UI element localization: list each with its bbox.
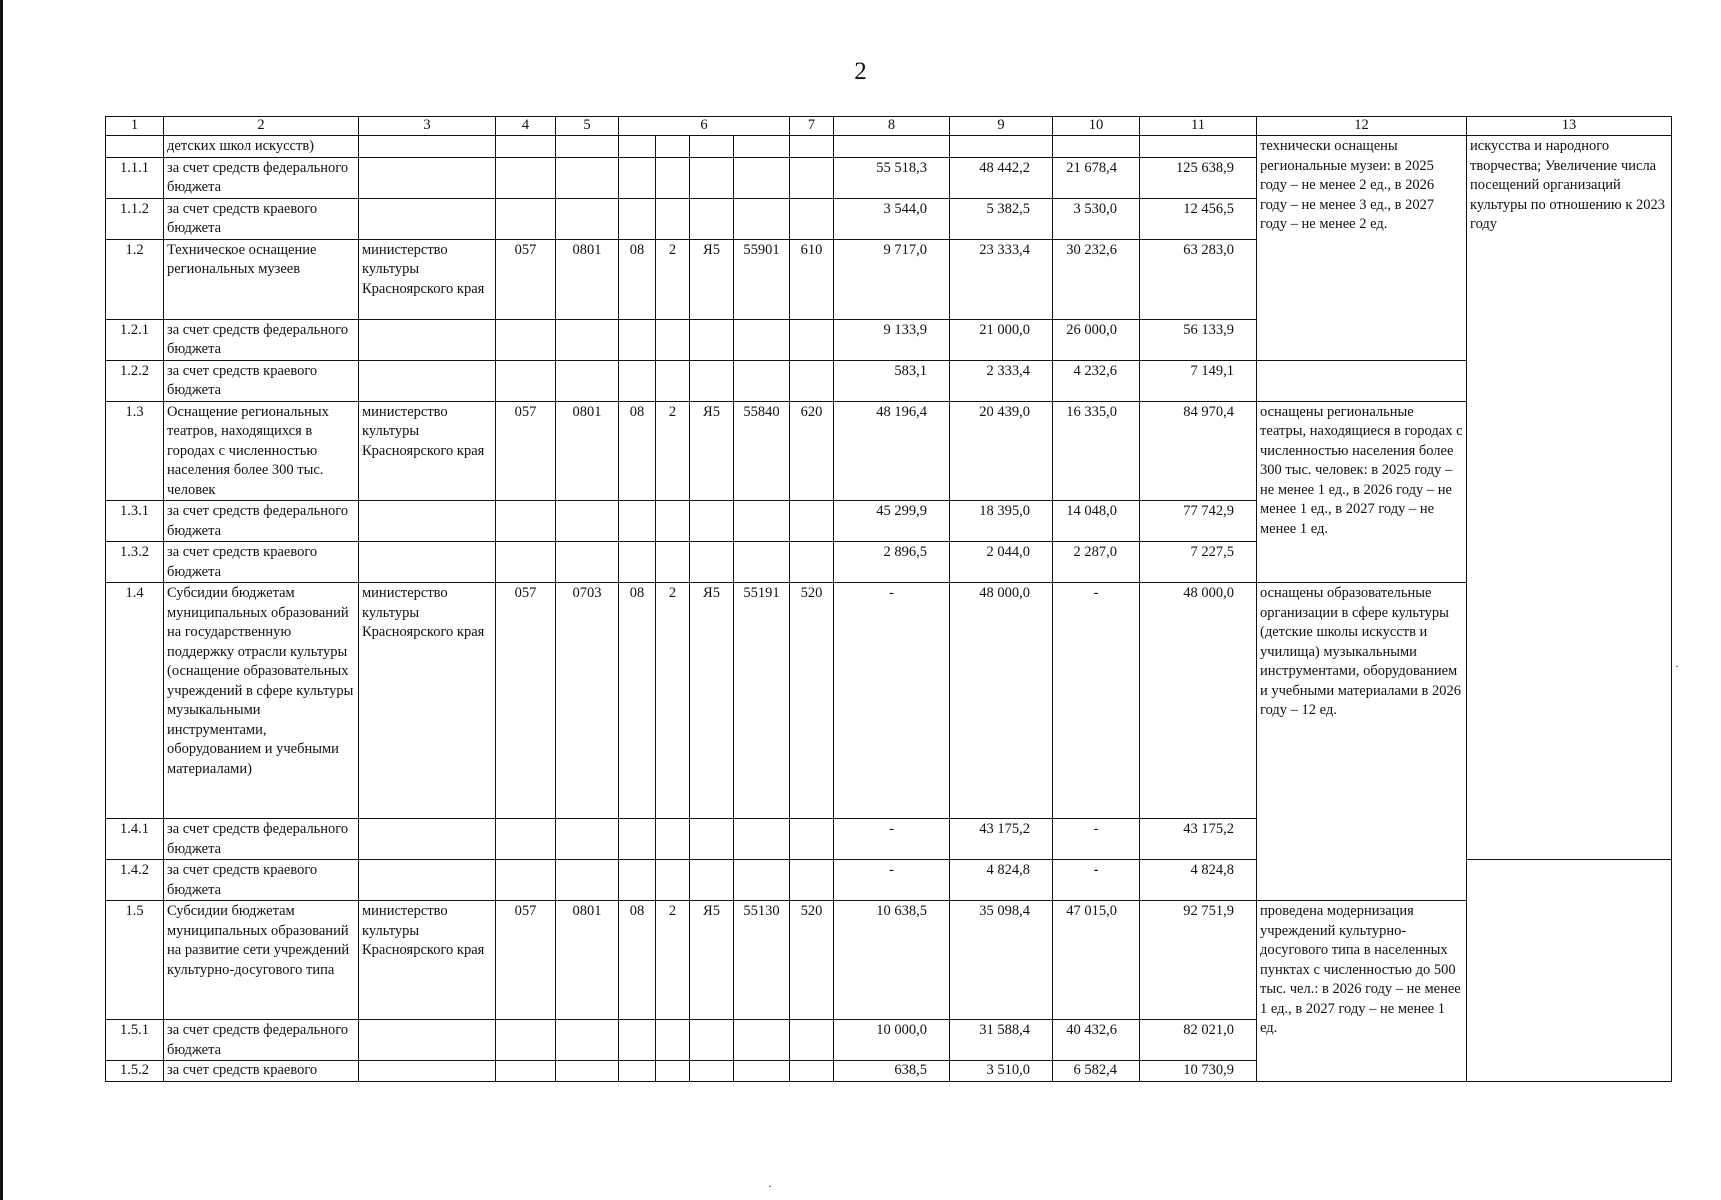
value-cell: 2 044,0	[950, 542, 1053, 583]
value-cell: 63 283,0	[1140, 239, 1257, 319]
row-number: 1.1.1	[106, 157, 164, 198]
code-cell: 2	[656, 239, 690, 319]
value-cell: 40 432,6	[1053, 1020, 1140, 1061]
value-cell: 5 382,5	[950, 198, 1053, 239]
row-name: за счет средств федерального бюджета	[164, 501, 359, 542]
row-name: за счет средств краевого бюджета	[164, 360, 359, 401]
code-cell: 2	[656, 401, 690, 501]
code-cell: 55840	[734, 401, 790, 501]
value-cell: 9 133,9	[834, 319, 950, 360]
page-number: 2	[854, 58, 867, 85]
value-cell: 3 510,0	[950, 1061, 1053, 1082]
value-cell: 31 588,4	[950, 1020, 1053, 1061]
code-cell: Я5	[690, 239, 734, 319]
value-cell: 18 395,0	[950, 501, 1053, 542]
value-cell: 14 048,0	[1053, 501, 1140, 542]
value-cell: 2 896,5	[834, 542, 950, 583]
code-cell: Я5	[690, 583, 734, 819]
header-cell: 13	[1467, 117, 1672, 136]
row-number	[106, 136, 164, 158]
header-cell: 3	[359, 117, 496, 136]
row-name: Оснащение региональных театров, находящихся в городах с численностью населения более 300 тыс. человек	[164, 401, 359, 501]
value-cell: 2 333,4	[950, 360, 1053, 401]
value-cell: -	[834, 860, 950, 901]
value-cell: -	[834, 583, 950, 819]
code-cell: 057	[496, 239, 556, 319]
value-cell: 43 175,2	[1140, 819, 1257, 860]
header-cell: 5	[556, 117, 619, 136]
row-organization: министерство культуры Красноярского края	[359, 239, 496, 319]
code-cell: 0801	[556, 901, 619, 1020]
code-cell: 610	[790, 239, 834, 319]
value-cell: 4 824,8	[1140, 860, 1257, 901]
value-cell: 583,1	[834, 360, 950, 401]
row-name: за счет средств краевого	[164, 1061, 359, 1082]
value-cell: 35 098,4	[950, 901, 1053, 1020]
row-number: 1.1.2	[106, 198, 164, 239]
row-name: за счет средств краевого бюджета	[164, 542, 359, 583]
header-cell: 12	[1257, 117, 1467, 136]
value-cell: -	[1053, 860, 1140, 901]
value-cell: 48 000,0	[1140, 583, 1257, 819]
header-cell: 2	[164, 117, 359, 136]
header-cell: 6	[619, 117, 790, 136]
value-cell: 20 439,0	[950, 401, 1053, 501]
row-number: 1.2.1	[106, 319, 164, 360]
row-number: 1.5.1	[106, 1020, 164, 1061]
table-row	[106, 136, 1672, 158]
code-cell: 057	[496, 901, 556, 1020]
result-cell: проведена модернизация учреждений культурно-досугового типа в населенных пунктах с численностью до 500 тыс. чел.: в 2026 году – не менее 1 ед., в 2027 году – не менее 1 ед.	[1257, 901, 1467, 1082]
header-cell: 11	[1140, 117, 1257, 136]
row-name: детских школ искусств)	[164, 136, 359, 158]
header-cell: 1	[106, 117, 164, 136]
result-cell: технически оснащены региональные музеи: в 2025 году – не менее 2 ед., в 2026 году – не менее 3 ед., в 2027 году – не менее 2 ед.	[1257, 136, 1467, 361]
code-cell: 08	[619, 583, 656, 819]
header-cell: 9	[950, 117, 1053, 136]
code-cell: 057	[496, 401, 556, 501]
value-cell: -	[1053, 819, 1140, 860]
value-cell: 12 456,5	[1140, 198, 1257, 239]
value-cell: 7 227,5	[1140, 542, 1257, 583]
value-cell: 3 544,0	[834, 198, 950, 239]
budget-table	[105, 116, 1672, 1082]
code-cell: 0801	[556, 239, 619, 319]
value-cell: 4 824,8	[950, 860, 1053, 901]
header-cell: 4	[496, 117, 556, 136]
value-cell: 82 021,0	[1140, 1020, 1257, 1061]
value-cell: 10 730,9	[1140, 1061, 1257, 1082]
value-cell: 77 742,9	[1140, 501, 1257, 542]
value-cell: 23 333,4	[950, 239, 1053, 319]
value-cell: 638,5	[834, 1061, 950, 1082]
header-cell: 8	[834, 117, 950, 136]
row-number: 1.2	[106, 239, 164, 319]
row-number: 1.3.2	[106, 542, 164, 583]
value-cell: 10 000,0	[834, 1020, 950, 1061]
row-name: за счет средств краевого бюджета	[164, 198, 359, 239]
row-name: Субсидии бюджетам муниципальных образований на государственную поддержку отрасли культуры (оснащение образовательных учреждений в сфере культуры музыкальными инструментами, оборудованием и учебными материалами)	[164, 583, 359, 819]
table-row	[106, 901, 1672, 1020]
value-cell: 30 232,6	[1053, 239, 1140, 319]
value-cell: 2 287,0	[1053, 542, 1140, 583]
value-cell: -	[834, 819, 950, 860]
value-cell: 21 000,0	[950, 319, 1053, 360]
row-organization: министерство культуры Красноярского края	[359, 583, 496, 819]
value-cell: 26 000,0	[1053, 319, 1140, 360]
result-cell: оснащены региональные театры, находящиеся в городах с численностью населения более 300 тыс. человек: в 2025 году – не менее 1 ед., в 2026 году – не менее 1 ед., в 2027 году – не менее 1 ед.	[1257, 401, 1467, 583]
value-cell: 3 530,0	[1053, 198, 1140, 239]
value-cell: -	[1053, 583, 1140, 819]
row-name: Субсидии бюджетам муниципальных образований на развитие сети учреждений культурно-досугового типа	[164, 901, 359, 1020]
row-organization: министерство культуры Красноярского края	[359, 901, 496, 1020]
scan-speck: ·	[768, 1179, 772, 1193]
row-number: 1.4	[106, 583, 164, 819]
scan-speck: ·	[1675, 659, 1679, 673]
indicator-cell: искусства и народного творчества; Увеличение числа посещений организаций культуры по отношению к 2023 году	[1467, 136, 1672, 860]
row-name: за счет средств федерального бюджета	[164, 319, 359, 360]
code-cell: 520	[790, 583, 834, 819]
value-cell: 21 678,4	[1053, 157, 1140, 198]
value-cell: 48 442,2	[950, 157, 1053, 198]
table-row	[106, 360, 1672, 401]
value-cell: 55 518,3	[834, 157, 950, 198]
code-cell: 08	[619, 239, 656, 319]
value-cell: 10 638,5	[834, 901, 950, 1020]
code-cell: 2	[656, 583, 690, 819]
row-number: 1.2.2	[106, 360, 164, 401]
value-cell: 48 000,0	[950, 583, 1053, 819]
value-cell: 16 335,0	[1053, 401, 1140, 501]
table-row	[106, 401, 1672, 501]
code-cell: 0801	[556, 401, 619, 501]
row-number: 1.5	[106, 901, 164, 1020]
scan-left-edge	[0, 0, 3, 1200]
header-cell: 7	[790, 117, 834, 136]
result-cell: оснащены образовательные организации в сфере культуры (детские школы искусств и училища) музыкальными инструментами, оборудованием и учебными материалами в 2026 году – 12 ед.	[1257, 583, 1467, 901]
row-number: 1.3.1	[106, 501, 164, 542]
value-cell: 125 638,9	[1140, 157, 1257, 198]
code-cell: 55130	[734, 901, 790, 1020]
table-row	[106, 583, 1672, 819]
indicator-cell	[1467, 860, 1672, 1082]
code-cell: Я5	[690, 901, 734, 1020]
code-cell: 08	[619, 901, 656, 1020]
header-cell: 10	[1053, 117, 1140, 136]
row-number: 1.4.1	[106, 819, 164, 860]
row-number: 1.3	[106, 401, 164, 501]
value-cell: 56 133,9	[1140, 319, 1257, 360]
row-organization: министерство культуры Красноярского края	[359, 401, 496, 501]
value-cell: 84 970,4	[1140, 401, 1257, 501]
row-name: за счет средств федерального бюджета	[164, 819, 359, 860]
row-name: за счет средств федерального бюджета	[164, 157, 359, 198]
code-cell: 0703	[556, 583, 619, 819]
value-cell: 92 751,9	[1140, 901, 1257, 1020]
table-header-row	[106, 117, 1672, 136]
value-cell: 4 232,6	[1053, 360, 1140, 401]
code-cell: 057	[496, 583, 556, 819]
code-cell: 55901	[734, 239, 790, 319]
row-name: за счет средств краевого бюджета	[164, 860, 359, 901]
value-cell: 9 717,0	[834, 239, 950, 319]
code-cell: 55191	[734, 583, 790, 819]
value-cell: 6 582,4	[1053, 1061, 1140, 1082]
code-cell: Я5	[690, 401, 734, 501]
value-cell: 47 015,0	[1053, 901, 1140, 1020]
code-cell: 620	[790, 401, 834, 501]
row-name: Техническое оснащение региональных музеев	[164, 239, 359, 319]
code-cell: 2	[656, 901, 690, 1020]
value-cell: 48 196,4	[834, 401, 950, 501]
row-number: 1.5.2	[106, 1061, 164, 1082]
value-cell: 43 175,2	[950, 819, 1053, 860]
row-number: 1.4.2	[106, 860, 164, 901]
row-name: за счет средств федерального бюджета	[164, 1020, 359, 1061]
value-cell: 45 299,9	[834, 501, 950, 542]
value-cell: 7 149,1	[1140, 360, 1257, 401]
code-cell: 520	[790, 901, 834, 1020]
code-cell: 08	[619, 401, 656, 501]
